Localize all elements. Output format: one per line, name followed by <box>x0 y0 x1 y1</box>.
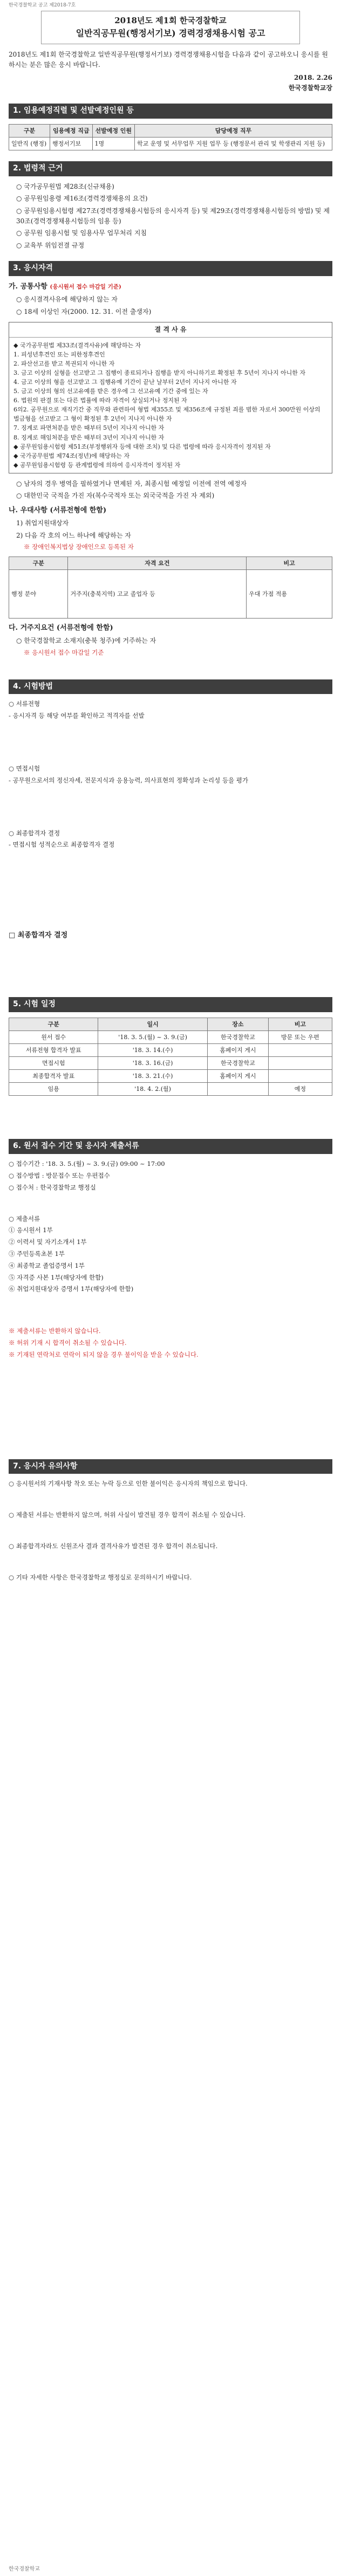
box-line: 6의2. 공무원으로 재직기간 중 직무와 관련하여 형법 제355조 및 제356조에 규정된 죄를 범한 자로서 300만원 이상의 벌금형을 선고받고 그 형이 확정된 후 2년이 지나지 아니한 자 <box>13 406 320 423</box>
pref-header: 비고 <box>247 557 332 570</box>
header-note: 한국경찰학교 공고 제2018-7호 <box>9 3 76 8</box>
apply-gap <box>9 1362 332 1448</box>
pref-cell: 거주지(충북지역) 고교 졸업자 등 <box>68 570 247 619</box>
footer-text: 한국경찰학교 <box>9 2566 40 2572</box>
pref-header: 자격 요건 <box>68 557 247 570</box>
qualification-extra: ○ 남자의 경우 병역을 필하였거나 면제된 자, 최종시험 예정일 이전에 전역 예정자 <box>16 479 247 487</box>
schedule-cell <box>268 1070 332 1083</box>
red-note: ※ 기재된 연락처로 연락이 되지 않을 경우 불이익을 받을 수 있습니다. <box>9 1350 199 1358</box>
schedule-cell <box>268 1057 332 1070</box>
document-page <box>9 0 332 1583</box>
section-3-heading: 3. 응시자격 <box>9 261 332 276</box>
box-line: 8. 징계로 해임처분을 받은 때부터 3년이 지나지 아니한 자 <box>13 434 165 441</box>
preference-note: ※ 장애인복지법상 장애인으로 등록된 자 <box>24 543 134 551</box>
disqualification-box <box>9 322 332 473</box>
table1-header: 담당예정 직무 <box>135 125 332 138</box>
caution-list <box>9 1479 332 1582</box>
schedule-cell: 임용 <box>9 1083 98 1096</box>
section-7-heading: 7. 응시자 유의사항 <box>9 1459 332 1474</box>
apply-item: ② 이력서 및 자기소개서 1부 <box>9 1238 87 1246</box>
schedule-header: 일시 <box>98 1018 207 1031</box>
caution-item: ○ 제출된 서류는 반환하지 않으며, 허위 사실이 발견될 경우 합격이 취소될 수 있습니다. <box>9 1511 245 1519</box>
schedule-cell <box>207 1083 268 1096</box>
qualification-extra: ○ 대한민국 국적을 가진 자(복수국적자 또는 외국국적을 가진 자 제외) <box>16 492 215 500</box>
schedule-header: 구분 <box>9 1018 98 1031</box>
law-item: ○ 공무원임용시험령 제27조(경력경쟁채용시험등의 응시자격 등) 및 제29조(경력경쟁채용시험등의 방법) 및 제30조(경력경쟁채용시험등의 임용 등) <box>16 207 330 225</box>
qualification-a-note: (응시원서 접수 마감일 기준) <box>50 284 121 291</box>
schedule-header: 비고 <box>268 1018 332 1031</box>
apply-item: ○ 접수기간 : '18. 3. 5.(월) ~ 3. 9.(금) 09:00 ~ 17:00 <box>9 1160 165 1168</box>
schedule-cell: 면접시험 <box>9 1057 98 1070</box>
qualification-a-title: 가. 공통사항 <box>9 283 47 291</box>
final-decision-heading: □ 최종합격자 결정 <box>9 931 68 940</box>
box-line: 6. 법원의 판결 또는 다른 법률에 따라 자격이 상실되거나 정지된 자 <box>13 397 187 404</box>
section-4-heading: 4. 시험방법 <box>9 679 332 695</box>
law-item: ○ 공무원임용령 제16조(경력경쟁채용의 요건) <box>16 195 148 203</box>
disqualification-title: 결 격 사 유 <box>9 322 332 338</box>
announcement-date: 2018. 2.26 <box>294 74 332 82</box>
law-item: ○ 교육부 위임전결 규정 <box>16 241 85 249</box>
box-line: 1. 피성년후견인 또는 피한정후견인 <box>13 351 105 359</box>
qualification-item: ○ 18세 이상인 자(2000. 12. 31. 이전 출생자) <box>16 307 152 315</box>
exam-item: - 응시자격 등 해당 여부를 확인하고 적격자를 선발 <box>9 712 145 720</box>
section-5-heading: 5. 시험 일정 <box>9 997 332 1012</box>
schedule-cell: 한국경찰학교 <box>207 1057 268 1070</box>
qualification-a-heading <box>9 281 332 292</box>
box-line: 3. 금고 이상의 실형을 선고받고 그 집행이 종료되거나 집행을 받지 아니하기로 확정된 후 5년이 지나지 아니한 자 <box>13 369 305 377</box>
qualification-item: ○ 응시결격사유에 해당하지 않는 자 <box>16 296 118 304</box>
preference-item: 1) 취업지원대상자 <box>16 519 69 527</box>
table1-header: 구분 <box>9 125 50 138</box>
schedule-cell: '18. 3. 14.(수) <box>98 1044 207 1057</box>
schedule-header: 장소 <box>207 1018 268 1031</box>
schedule-cell: '18. 3. 21.(수) <box>98 1070 207 1083</box>
schedule-cell: 한국경찰학교 <box>207 1031 268 1044</box>
law-item: ○ 국가공무원법 제28조(신규채용) <box>16 182 114 190</box>
red-note: ※ 제출서류는 반환하지 않습니다. <box>9 1327 101 1335</box>
apply-item: ⑥ 취업지원대상자 증명서 1부(해당자에 한함) <box>9 1285 134 1293</box>
schedule-cell: 서류전형 합격자 발표 <box>9 1044 98 1057</box>
box-line: ◆ 공무원임용시험령 제51조(부정행위자 등에 대한 조치) 및 다른 법령에 따라 응시자격이 정지된 자 <box>13 443 271 450</box>
apply-item: ⑤ 자격증 사본 1부(해당자에 한함) <box>9 1273 104 1281</box>
exam-item: ○ 면접시험 <box>9 764 40 772</box>
box-line: 7. 징계로 파면처분을 받은 때부터 5년이 지나지 아니한 자 <box>13 424 165 432</box>
table1-header: 임용예정 직급 <box>50 125 92 138</box>
box-line: 5. 금고 이상의 형의 선고유예를 받은 경우에 그 선고유예 기간 중에 있는 자 <box>13 388 208 395</box>
pref-header: 구분 <box>9 557 68 570</box>
schedule-cell: '18. 3. 16.(금) <box>98 1057 207 1070</box>
section-2-heading: 2. 법령적 근거 <box>9 161 332 176</box>
preference-item: 2) 다음 각 호의 어느 하나에 해당하는 자 <box>16 531 131 539</box>
apply-item: ④ 최종학교 졸업증명서 1부 <box>9 1261 85 1269</box>
apply-item: ○ 제출서류 <box>9 1214 40 1222</box>
caution-item: ○ 기타 자세한 사항은 한국경찰학교 행정실로 문의하시기 바랍니다. <box>9 1573 192 1581</box>
org-name: 한국경찰학교장 <box>288 84 332 92</box>
schedule-cell: 방문 또는 우편 <box>268 1031 332 1044</box>
apply-item: ○ 접수방법 : 방문접수 또는 우편접수 <box>9 1171 110 1179</box>
box-line: ◆ 국가공무원법 제74조(정년)에 해당하는 자 <box>13 452 130 459</box>
schedule-table <box>9 1018 332 1096</box>
schedule-cell: '18. 3. 5.(월) ~ 3. 9.(금) <box>98 1031 207 1044</box>
box-line: 4. 금고 이상의 형을 선고받고 그 집행유예 기간이 끝난 날부터 2년이 지나지 아니한 자 <box>13 379 237 386</box>
schedule-cell: 홈페이지 게시 <box>207 1044 268 1057</box>
exam-item: - 공무원으로서의 정신자세, 전문지식과 응용능력, 의사표현의 정확성과 논리성 등을 평가 <box>9 776 249 784</box>
schedule-cell: '18. 4. 2.(월) <box>98 1083 207 1096</box>
caution-item: ○ 응시원서의 기재사항 착오 또는 누락 등으로 인한 불이익은 응시자의 책임으로 합니다. <box>9 1480 248 1488</box>
section-1-heading: 1. 임용예정직렬 및 선발예정인원 등 <box>9 104 332 119</box>
red-note: ※ 허위 기재 시 합격이 취소될 수 있습니다. <box>9 1339 127 1347</box>
qualification-b-heading: 나. 우대사항 (서류전형에 한함) <box>9 506 107 514</box>
exam-item: ○ 최종합격자 결정 <box>9 829 60 837</box>
caution-item: ○ 최종합격자라도 신원조사 결과 결격사유가 발견된 경우 합격이 취소됩니다. <box>9 1542 218 1550</box>
schedule-gap <box>9 1096 332 1128</box>
apply-item: ① 응시원서 1부 <box>9 1226 53 1234</box>
intro-text: 2018년도 제1회 한국경찰학교 일반직공무원(행정서기보) 경력경쟁채용시험을 다음과 같이 공고하오니 응시를 원하시는 분은 많은 응시 바랍니다. <box>9 51 328 68</box>
final-decision-body <box>9 943 332 986</box>
table1-cell: 1명 <box>92 138 134 150</box>
law-item: ○ 공무원 임용시험 및 임용사무 업무처리 지침 <box>16 229 147 237</box>
title-box <box>41 11 300 44</box>
preference-table <box>9 557 332 619</box>
box-line: ◆ 국가공무원법 제33조(결격사유)에 해당하는 자 <box>13 342 141 349</box>
table1-cell: 학교 운영 및 서무업무 지원 업무 등 (행정문서 관리 및 학생관리 지원 등) <box>135 138 332 150</box>
title-line1: 2018년도 제1회 한국경찰학교 <box>114 16 227 25</box>
box-line: ◆ 공무원임용시험령 등 관계법령에 의하여 응시자격이 정지된 자 <box>13 461 181 469</box>
schedule-cell: 예정 <box>268 1083 332 1096</box>
apply-item: ○ 접수처 : 한국경찰학교 행정실 <box>9 1183 96 1191</box>
section-6-heading: 6. 원서 접수 기간 및 응시자 제출서류 <box>9 1139 332 1154</box>
exam-method <box>9 699 332 926</box>
box-line: 2. 파산선고를 받고 복권되지 아니한 자 <box>13 360 115 368</box>
schedule-cell <box>268 1044 332 1057</box>
schedule-cell: 홈페이지 게시 <box>207 1070 268 1083</box>
residence-note: ※ 응시원서 접수 마감일 기준 <box>24 648 104 656</box>
title-line2: 일반직공무원(행정서기보) 경력경쟁채용시험 공고 <box>76 28 265 39</box>
schedule-cell: 최종합격자 발표 <box>9 1070 98 1083</box>
pref-cell: 우대 가점 적용 <box>247 570 332 619</box>
apply-list <box>9 1159 332 1360</box>
exam-item: - 면접시험 성적순으로 최종합격자 결정 <box>9 841 115 849</box>
pref-cell: 행정 분야 <box>9 570 68 619</box>
apply-item: ③ 주민등록초본 1부 <box>9 1250 65 1258</box>
qualification-c-heading: 다. 거주지요건 (서류전형에 한함) <box>9 624 113 633</box>
table1-header: 선발예정 인원 <box>92 125 134 138</box>
schedule-cell: 원서 접수 <box>9 1031 98 1044</box>
table1-cell: 행정서기보 <box>50 138 92 150</box>
date-org <box>9 73 332 93</box>
residence-item: ○ 한국경찰학교 소재지(충북 청주)에 거주하는 자 <box>16 637 156 645</box>
recruitment-table <box>9 124 332 150</box>
table1-cell: 일반직 (행정) <box>9 138 50 150</box>
exam-item: ○ 서류전형 <box>9 700 40 708</box>
